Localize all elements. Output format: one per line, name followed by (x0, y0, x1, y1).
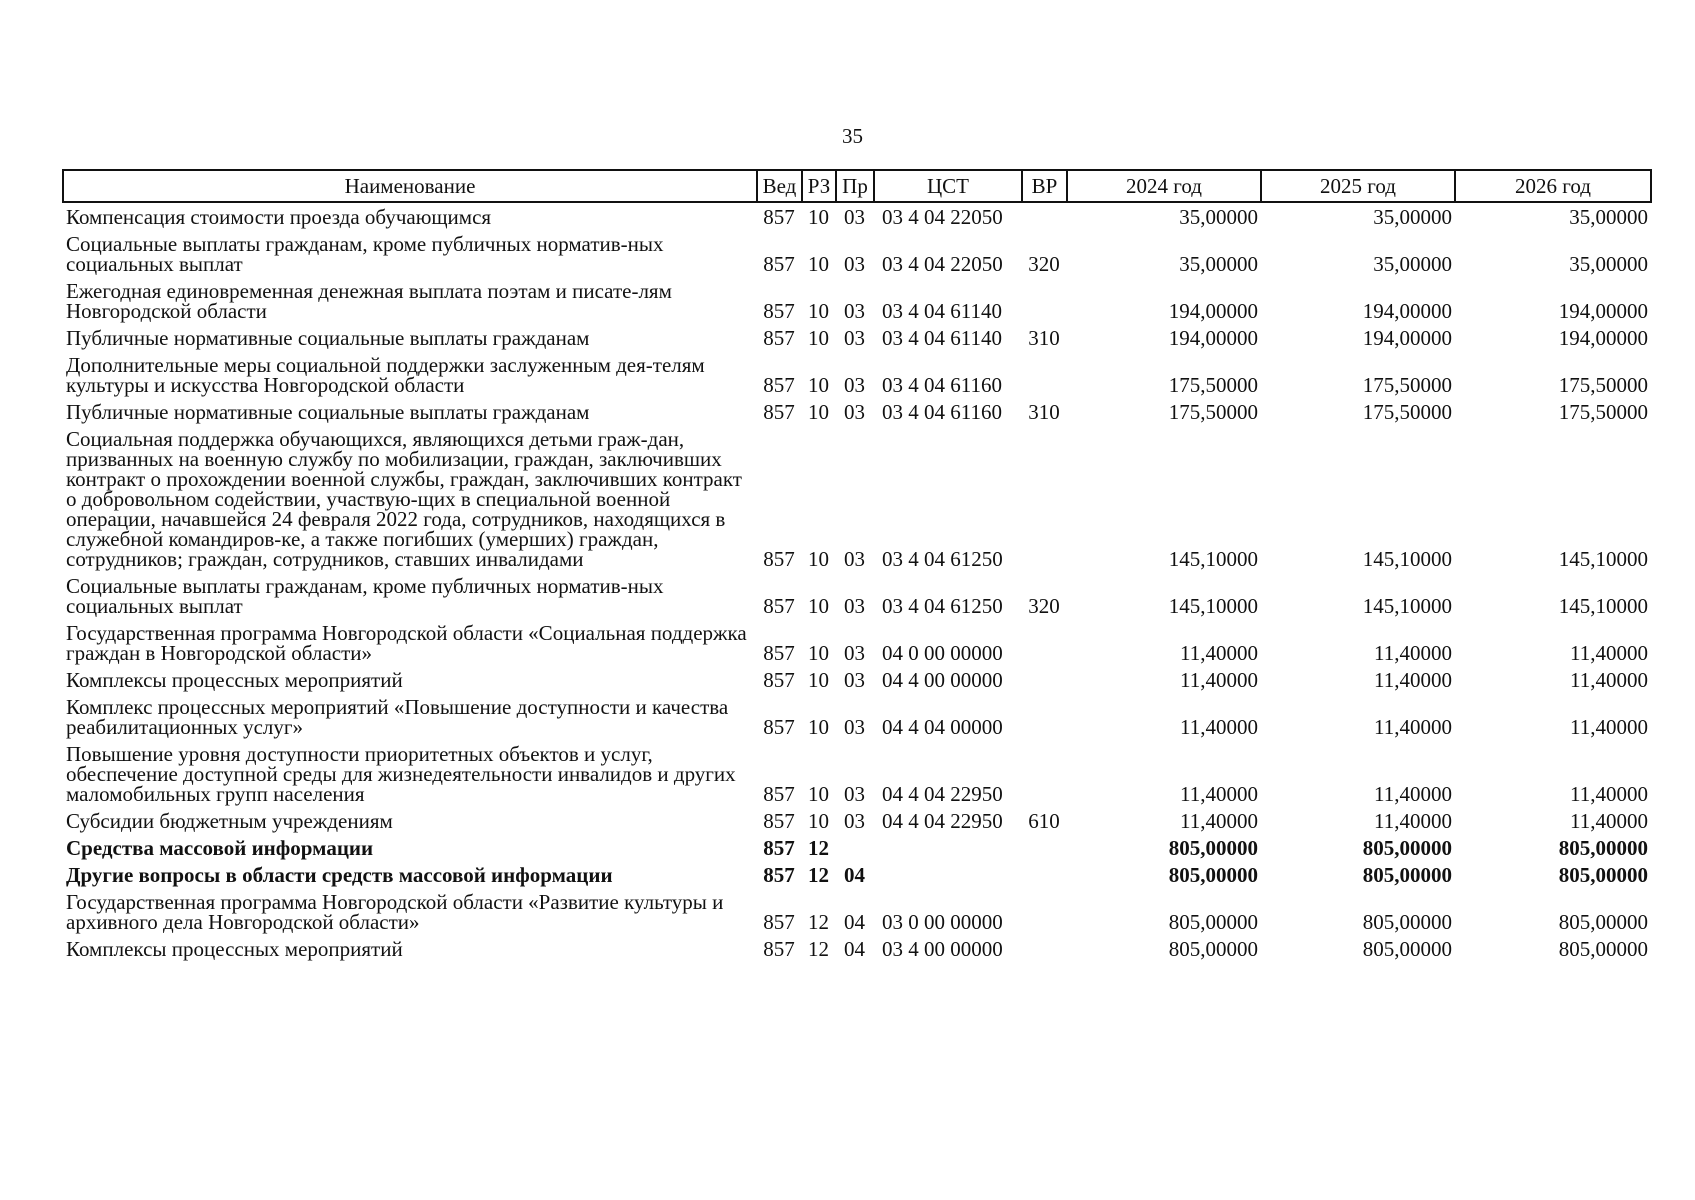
cell-2025: 175,50000 (1362, 373, 1452, 397)
cell-name: Комплексы процессных мероприятий (66, 937, 403, 961)
table-row (63, 807, 1651, 834)
cell-name: Компенсация стоимости проезда обучающимся (66, 205, 492, 229)
cell-2024: 145,10000 (1168, 594, 1258, 618)
cell-rz: 10 (808, 715, 829, 739)
cell-2026: 175,50000 (1558, 373, 1648, 397)
cell-2026: 805,00000 (1558, 836, 1648, 860)
cell-cst: 03 4 04 61160 (882, 373, 1002, 397)
cell-name: Публичные нормативные социальные выплаты гражданам (66, 326, 590, 350)
cell-rz: 12 (808, 910, 829, 934)
table-row (63, 861, 1651, 888)
cell-name: Социальные выплаты гражданам, кроме публичных норматив-ных социальных выплат (66, 574, 664, 618)
cell-name: Социальная поддержка обучающихся, являющихся детьми граж-дан, призванных на военную службу по мобилизации, граждан, заключивших контракт о прохождении военной службы, граждан, заключивших контракт о добровольном содействии, участвую-щих в специальной военной операции, начавшейся 24 февраля 2022 года, сотрудников, находящихся в служебной командиров-ке, а также погибших (умерших) граждан, сотрудников; граждан, сотрудников, ставших инвалидами (66, 427, 742, 571)
cell-2025: 11,40000 (1374, 715, 1452, 739)
header-ved: Вед (757, 170, 802, 202)
cell-pr: 03 (844, 373, 865, 397)
cell-cst: 04 4 00 00000 (882, 668, 1003, 692)
cell-vr (1022, 619, 1067, 666)
cell-2025: 175,50000 (1362, 400, 1452, 424)
cell-name: Повышение уровня доступности приоритетных объектов и услуг, обеспечение доступной среды для жизнедеятельности инвалидов и других маломобильных групп населения (66, 742, 736, 806)
table-row (63, 572, 1651, 619)
page-number: 35 (842, 124, 863, 148)
cell-name: Государственная программа Новгородской области «Развитие культуры и архивного дела Новгородской области» (66, 890, 724, 934)
cell-pr: 03 (844, 400, 865, 424)
cell-vr (1022, 740, 1067, 807)
header-name: Наименование (63, 170, 757, 202)
cell-2026: 145,10000 (1558, 547, 1648, 571)
cell-2024: 805,00000 (1168, 910, 1258, 934)
cell-name: Ежегодная единовременная денежная выплата поэтам и писате-лям Новгородской области (66, 279, 672, 323)
table-row (63, 693, 1651, 740)
cell-pr: 04 (844, 863, 865, 887)
cell-2025: 11,40000 (1374, 782, 1452, 806)
cell-2024: 175,50000 (1168, 373, 1258, 397)
cell-vr (1022, 888, 1067, 935)
cell-2025: 194,00000 (1362, 326, 1452, 350)
cell-rz: 10 (808, 641, 829, 665)
cell-ved: 857 (763, 715, 795, 739)
cell-pr: 03 (844, 594, 865, 618)
cell-vr (1022, 861, 1067, 888)
cell-ved: 857 (763, 547, 795, 571)
cell-2025: 805,00000 (1362, 937, 1452, 961)
cell-2024: 35,00000 (1179, 205, 1258, 229)
cell-pr: 03 (844, 809, 865, 833)
cell-2024: 11,40000 (1180, 782, 1258, 806)
cell-rz: 10 (808, 782, 829, 806)
cell-cst: 03 4 04 61250 (882, 547, 1003, 571)
cell-2026: 11,40000 (1570, 668, 1648, 692)
cell-name: Комплексы процессных мероприятий (66, 668, 403, 692)
cell-rz: 12 (808, 863, 829, 887)
cell-vr (1022, 693, 1067, 740)
cell-rz: 10 (808, 252, 829, 276)
cell-vr: 310 (1028, 326, 1060, 350)
cell-pr: 04 (844, 937, 865, 961)
cell-cst: 03 4 04 22050 (882, 205, 1003, 229)
cell-rz: 10 (808, 668, 829, 692)
cell-ved: 857 (763, 809, 795, 833)
cell-ved: 857 (763, 668, 795, 692)
cell-name: Комплекс процессных мероприятий «Повышение доступности и качества реабилитационных услуг» (66, 695, 729, 739)
cell-vr: 320 (1028, 594, 1060, 618)
cell-name: Дополнительные меры социальной поддержки заслуженным дея-телям культуры и искусства Новгородской области (66, 353, 705, 397)
table-row (63, 425, 1651, 572)
cell-rz: 10 (808, 373, 829, 397)
cell-rz: 10 (808, 547, 829, 571)
cell-name: Социальные выплаты гражданам, кроме публичных норматив-ных социальных выплат (66, 232, 664, 276)
cell-2026: 11,40000 (1570, 809, 1648, 833)
cell-2025: 145,10000 (1362, 594, 1452, 618)
cell-ved: 857 (763, 641, 795, 665)
cell-cst (874, 834, 1022, 861)
header-cst: ЦСТ (874, 170, 1022, 202)
cell-2024: 175,50000 (1168, 400, 1258, 424)
header-pr: Пр (836, 170, 874, 202)
cell-vr (1022, 666, 1067, 693)
cell-ved: 857 (763, 299, 795, 323)
cell-2026: 11,40000 (1570, 715, 1648, 739)
cell-cst: 03 4 04 22050 (882, 252, 1003, 276)
cell-rz: 12 (808, 937, 829, 961)
header-year-2026: 2026 год (1455, 170, 1651, 202)
cell-ved: 857 (763, 326, 795, 350)
cell-ved: 857 (763, 836, 795, 860)
cell-2024: 11,40000 (1180, 668, 1258, 692)
cell-pr: 03 (844, 326, 865, 350)
cell-name: Государственная программа Новгородской области «Социальная поддержка граждан в Новгородской области» (66, 621, 747, 665)
cell-ved: 857 (763, 252, 795, 276)
cell-2025: 805,00000 (1362, 836, 1452, 860)
cell-ved: 857 (763, 400, 795, 424)
header-vr: ВР (1022, 170, 1067, 202)
cell-vr (1022, 202, 1067, 230)
cell-2025: 805,00000 (1362, 910, 1452, 934)
cell-cst (874, 861, 1022, 888)
cell-cst: 03 4 04 61250 (882, 594, 1003, 618)
cell-ved: 857 (763, 863, 795, 887)
cell-2024: 805,00000 (1168, 836, 1258, 860)
cell-2026: 175,50000 (1558, 400, 1648, 424)
cell-vr: 610 (1028, 809, 1060, 833)
cell-cst: 04 0 00 00000 (882, 641, 1003, 665)
cell-2026: 194,00000 (1558, 326, 1648, 350)
cell-rz: 10 (808, 400, 829, 424)
cell-2024: 11,40000 (1180, 641, 1258, 665)
cell-2026: 145,10000 (1558, 594, 1648, 618)
cell-ved: 857 (763, 937, 795, 961)
cell-2025: 145,10000 (1362, 547, 1452, 571)
cell-rz: 10 (808, 594, 829, 618)
cell-2024: 35,00000 (1179, 252, 1258, 276)
cell-cst: 03 4 04 61160 (882, 400, 1002, 424)
cell-rz: 12 (808, 836, 829, 860)
table-row (63, 619, 1651, 666)
cell-2026: 35,00000 (1569, 252, 1648, 276)
table-row (63, 277, 1651, 324)
header-year-2024: 2024 год (1067, 170, 1261, 202)
cell-cst: 04 4 04 22950 (882, 782, 1003, 806)
cell-cst: 04 4 04 22950 (882, 809, 1003, 833)
cell-2025: 11,40000 (1374, 668, 1452, 692)
cell-ved: 857 (763, 594, 795, 618)
cell-pr: 04 (844, 910, 865, 934)
cell-rz: 10 (808, 809, 829, 833)
cell-cst: 03 4 00 00000 (882, 937, 1003, 961)
cell-vr (1022, 425, 1067, 572)
header-year-2025: 2025 год (1261, 170, 1455, 202)
cell-pr (836, 834, 874, 861)
cell-2024: 805,00000 (1168, 863, 1258, 887)
cell-pr: 03 (844, 715, 865, 739)
cell-2024: 805,00000 (1168, 937, 1258, 961)
cell-pr: 03 (844, 547, 865, 571)
cell-ved: 857 (763, 782, 795, 806)
cell-cst: 03 0 00 00000 (882, 910, 1003, 934)
table-row (63, 740, 1651, 807)
table-row (63, 935, 1651, 962)
cell-ved: 857 (763, 205, 795, 229)
cell-vr: 310 (1028, 400, 1060, 424)
cell-2026: 35,00000 (1569, 205, 1648, 229)
cell-2025: 805,00000 (1362, 863, 1452, 887)
cell-name: Субсидии бюджетным учреждениям (66, 809, 393, 833)
cell-pr: 03 (844, 205, 865, 229)
table-row (63, 398, 1651, 425)
cell-2026: 11,40000 (1570, 782, 1648, 806)
cell-2024: 11,40000 (1180, 715, 1258, 739)
cell-vr (1022, 834, 1067, 861)
header-rz: РЗ (802, 170, 836, 202)
cell-ved: 857 (763, 910, 795, 934)
cell-2026: 194,00000 (1558, 299, 1648, 323)
table-row (63, 834, 1651, 861)
cell-2026: 11,40000 (1570, 641, 1648, 665)
cell-rz: 10 (808, 205, 829, 229)
table-row (63, 666, 1651, 693)
table-row (63, 202, 1651, 230)
cell-cst: 03 4 04 61140 (882, 299, 1002, 323)
cell-name: Другие вопросы в области средств массовой информации (66, 863, 613, 887)
header-row (63, 170, 1651, 202)
table-row (63, 230, 1651, 277)
cell-2026: 805,00000 (1558, 863, 1648, 887)
cell-cst: 04 4 04 00000 (882, 715, 1003, 739)
cell-2026: 805,00000 (1558, 910, 1648, 934)
cell-2025: 11,40000 (1374, 809, 1452, 833)
table-row (63, 324, 1651, 351)
cell-2024: 11,40000 (1180, 809, 1258, 833)
cell-2024: 145,10000 (1168, 547, 1258, 571)
cell-name: Средства массовой информации (66, 836, 374, 860)
cell-vr (1022, 935, 1067, 962)
table-body (63, 202, 1651, 962)
cell-pr: 03 (844, 252, 865, 276)
cell-cst: 03 4 04 61140 (882, 326, 1002, 350)
table-row (63, 888, 1651, 935)
cell-2025: 35,00000 (1373, 252, 1452, 276)
cell-ved: 857 (763, 373, 795, 397)
budget-table (62, 169, 1652, 962)
cell-pr: 03 (844, 668, 865, 692)
cell-name: Публичные нормативные социальные выплаты гражданам (66, 400, 590, 424)
table-row (63, 351, 1651, 398)
cell-2026: 805,00000 (1558, 937, 1648, 961)
cell-2025: 11,40000 (1374, 641, 1452, 665)
cell-pr: 03 (844, 782, 865, 806)
cell-rz: 10 (808, 299, 829, 323)
cell-2025: 35,00000 (1373, 205, 1452, 229)
cell-2024: 194,00000 (1168, 326, 1258, 350)
cell-pr: 03 (844, 641, 865, 665)
cell-vr (1022, 277, 1067, 324)
cell-vr (1022, 351, 1067, 398)
cell-2025: 194,00000 (1362, 299, 1452, 323)
cell-vr: 320 (1028, 252, 1060, 276)
cell-pr: 03 (844, 299, 865, 323)
cell-2024: 194,00000 (1168, 299, 1258, 323)
cell-rz: 10 (808, 326, 829, 350)
